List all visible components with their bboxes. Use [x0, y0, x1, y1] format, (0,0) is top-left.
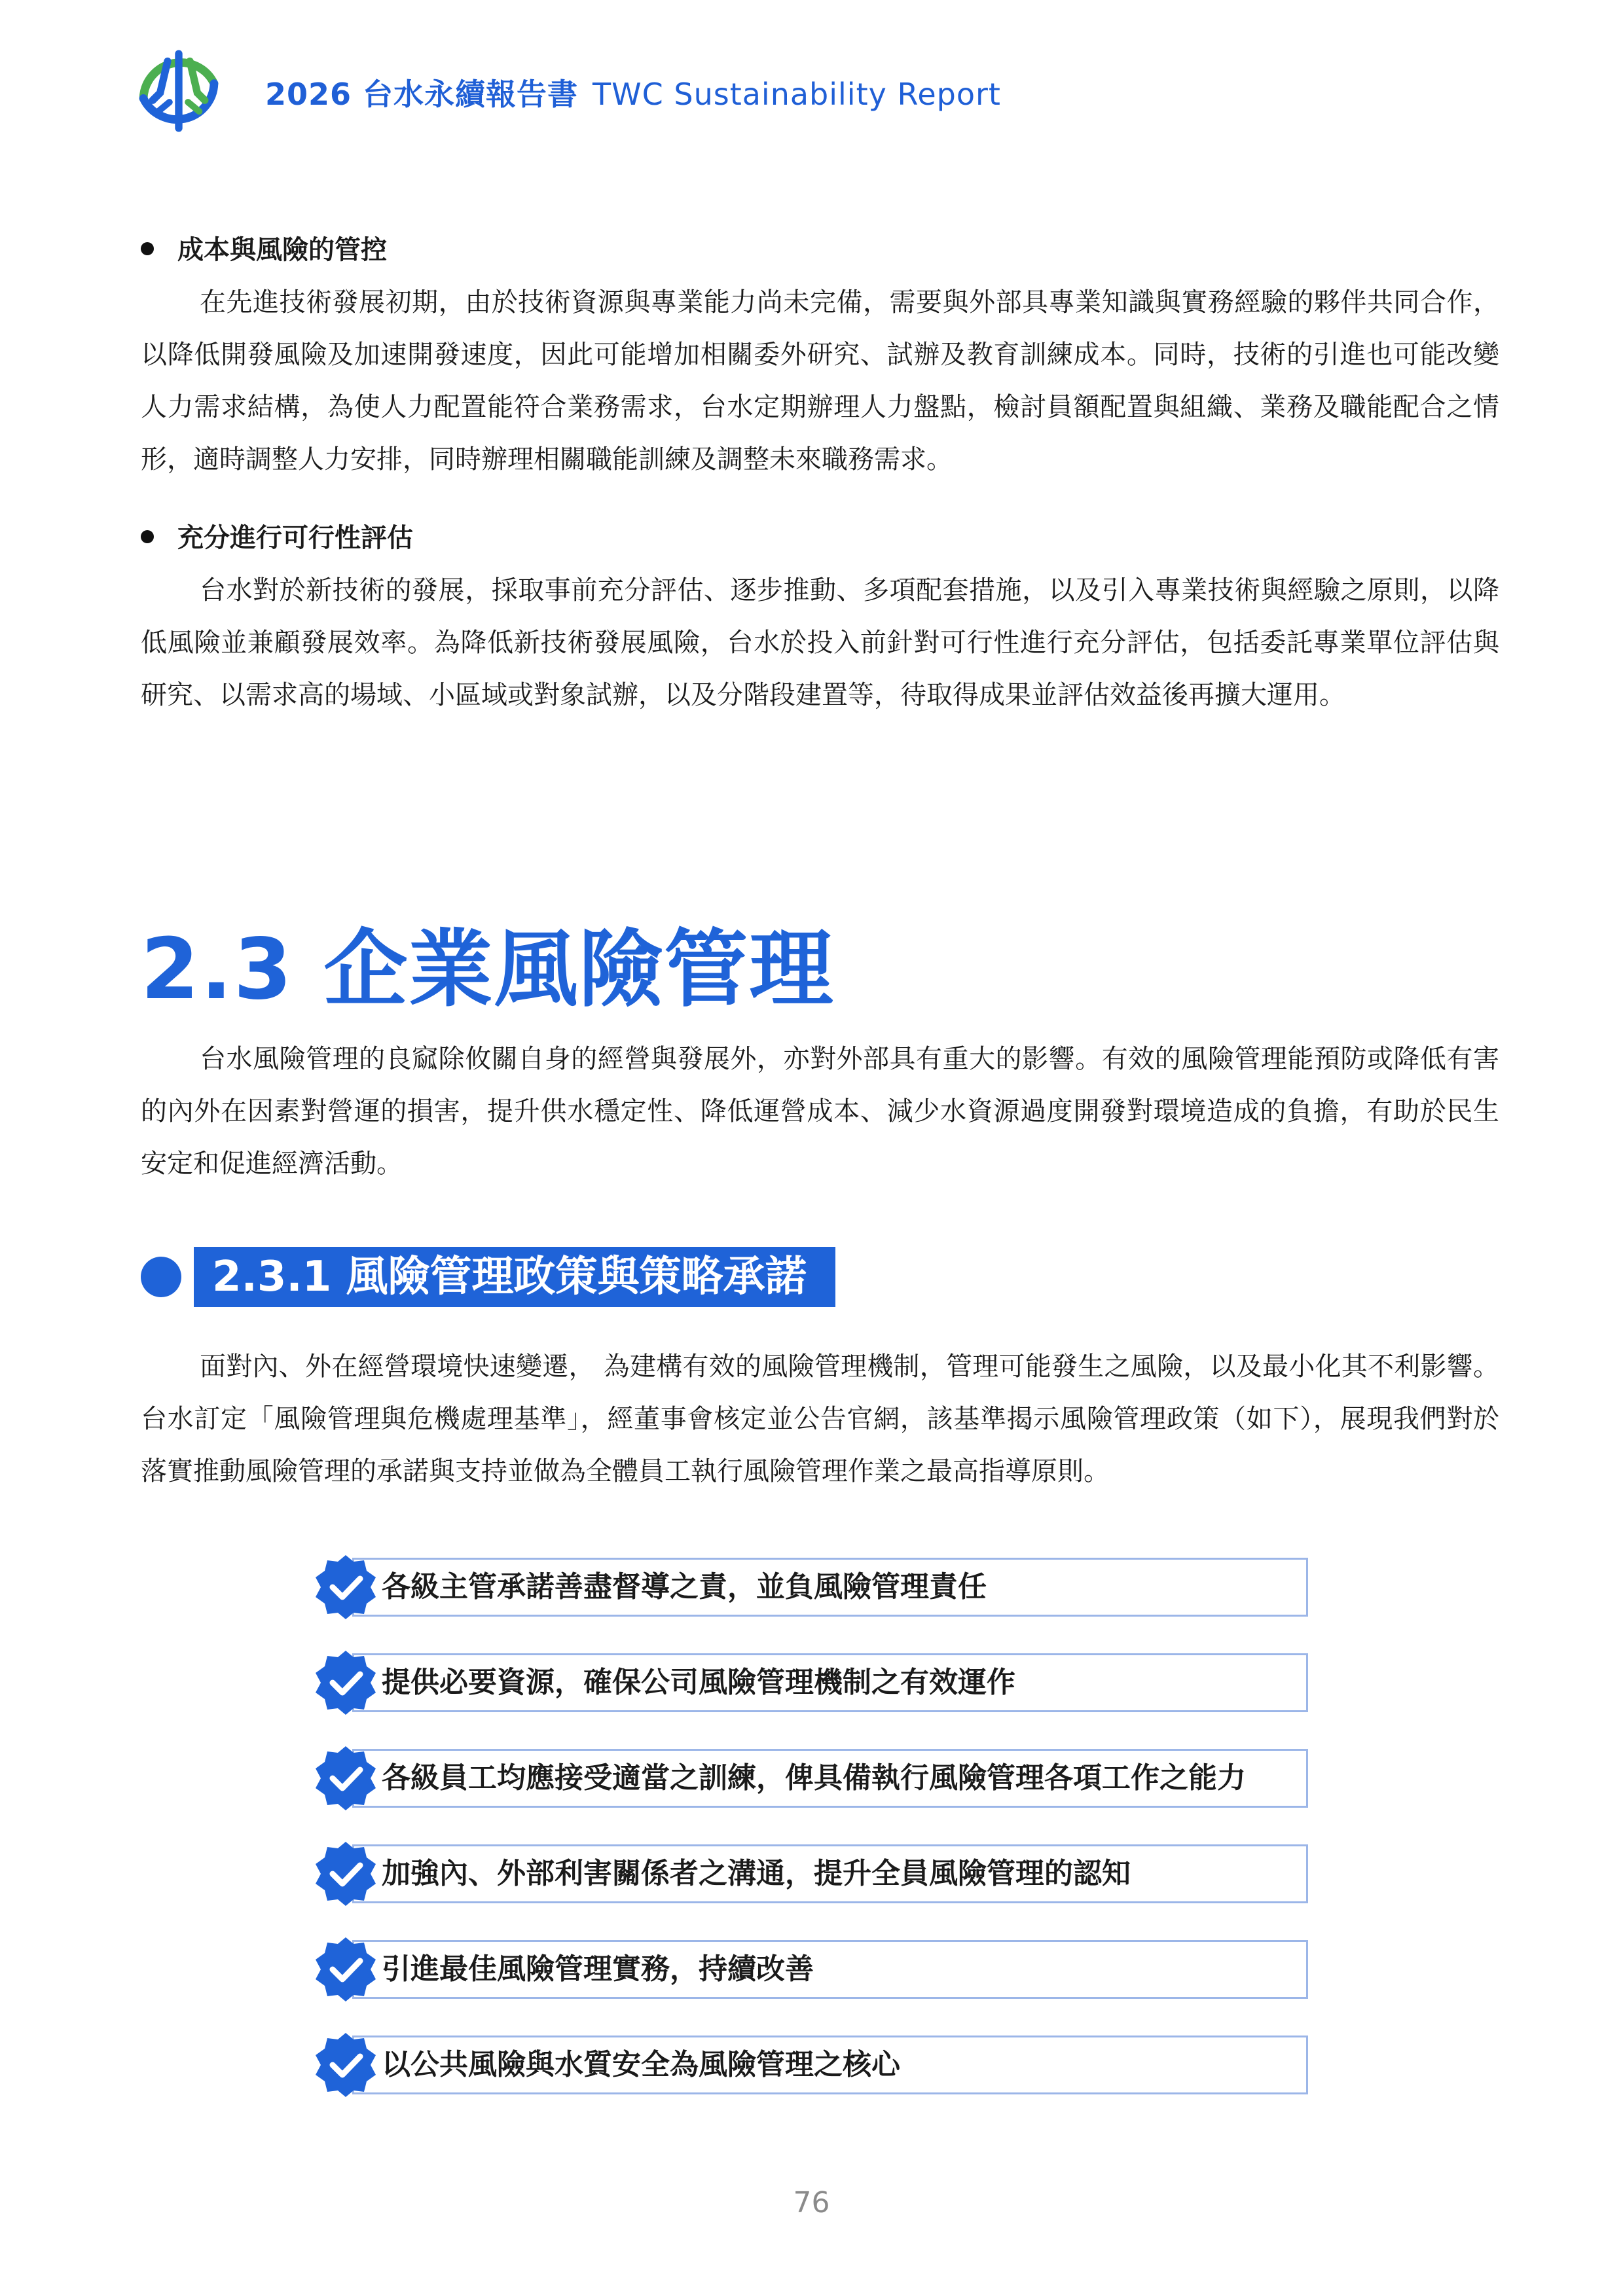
- bullet-dot: [141, 530, 154, 543]
- check-badge-icon: [313, 1839, 378, 1909]
- commitment-item: [313, 2036, 1308, 2096]
- paragraph-feasibility: 台水對於新技術的發展，採取事前充分評估、逐步推動、多項配套措施，以及引入專業技術與經驗之原則，以降低風險並兼顧發展效率。為降低新技術發展風險，台水於投入前針對可行性進行充分評估，包括委託專業單位評估與研究、以需求高的場域、小區域或對象試辦，以及分階段建置等，待取得成果並評估效益後再擴大運用。: [141, 575, 1499, 710]
- bullet-heading-feasibility: [141, 517, 413, 554]
- page-number: 76: [793, 2186, 830, 2219]
- commitment-label: 加強內、外部利害關係者之溝通，提升全員風險管理的認知: [382, 1857, 1131, 1890]
- commitment-item: [313, 1558, 1308, 1618]
- commitment-item: [313, 1940, 1308, 2000]
- bullet-heading-text: 成本與風險的管控: [177, 235, 387, 265]
- check-badge-icon: [313, 1935, 378, 2004]
- paragraph-2-3-intro: 台水風險管理的良窳除攸關自身的經營與發展外，亦對外部具有重大的影響。有效的風險管理能預防或降低有害的內外在因素對營運的損害，提升供水穩定性、降低運營成本、減少水資源過度開發對環境造成的負擔，有助於民生安定和促進經濟活動。: [141, 1044, 1499, 1179]
- section-title-2-3: 2.3 企業風險管理: [141, 921, 835, 1018]
- commitment-label: 以公共風險與水質安全為風險管理之核心: [382, 2048, 900, 2081]
- report-header: [265, 71, 1001, 114]
- commitment-label: 各級員工均應接受適當之訓練，俾具備執行風險管理各項工作之能力: [382, 1761, 1246, 1795]
- commitment-item: [313, 1653, 1308, 1713]
- twc-logo-icon: [132, 45, 225, 137]
- paragraph-cost-risk: 在先進技術發展初期，由於技術資源與專業能力尚未完備，需要與外部具專業知識與實務經驗的夥伴共同合作，以降低開發風險及加速開發速度，因此可能增加相關委外研究、試辦及教育訓練成本。同時，技術的引進也可能改變人力需求結構，為使人力配置能符合業務需求，台水定期辦理人力盤點，檢討員額配置與組織、業務及職能配合之情形，適時調整人力安排，同時辦理相關職能訓練及調整未來職務需求。: [141, 287, 1499, 475]
- commitment-label: 各級主管承諾善盡督導之責，並負風險管理責任: [382, 1570, 987, 1604]
- check-badge-icon: [313, 1648, 378, 1717]
- commitment-item: [313, 1749, 1308, 1809]
- commitment-item: [313, 1844, 1308, 1905]
- subsection-title-2-3-1: 2.3.1 風險管理政策與策略承諾: [194, 1247, 835, 1307]
- bullet-heading-text: 充分進行可行性評估: [177, 523, 413, 553]
- report-title-en: TWC Sustainability Report: [593, 77, 1001, 112]
- report-title: 2026 台水永續報告書: [265, 77, 579, 112]
- check-badge-icon: [313, 2030, 378, 2100]
- subsection-dot: [141, 1257, 181, 1297]
- commitment-label: 引進最佳風險管理實務，持續改善: [382, 1952, 814, 1986]
- paragraph-2-3-1: 面對內、外在經營環境快速變遷， 為建構有效的風險管理機制，管理可能發生之風險，以及最小化其不利影響。台水訂定「風險管理與危機處理基準」，經董事會核定並公告官網，該基準揭示風險管理政策（如下），展現我們對於落實推動風險管理的承諾與支持並做為全體員工執行風險管理作業之最高指導原則。: [141, 1352, 1499, 1486]
- check-badge-icon: [313, 1744, 378, 1813]
- commitment-label: 提供必要資源，確保公司風險管理機制之有效運作: [382, 1666, 1015, 1699]
- bullet-dot: [141, 242, 154, 255]
- check-badge-icon: [313, 1552, 378, 1622]
- bullet-heading-cost-risk: [141, 229, 387, 266]
